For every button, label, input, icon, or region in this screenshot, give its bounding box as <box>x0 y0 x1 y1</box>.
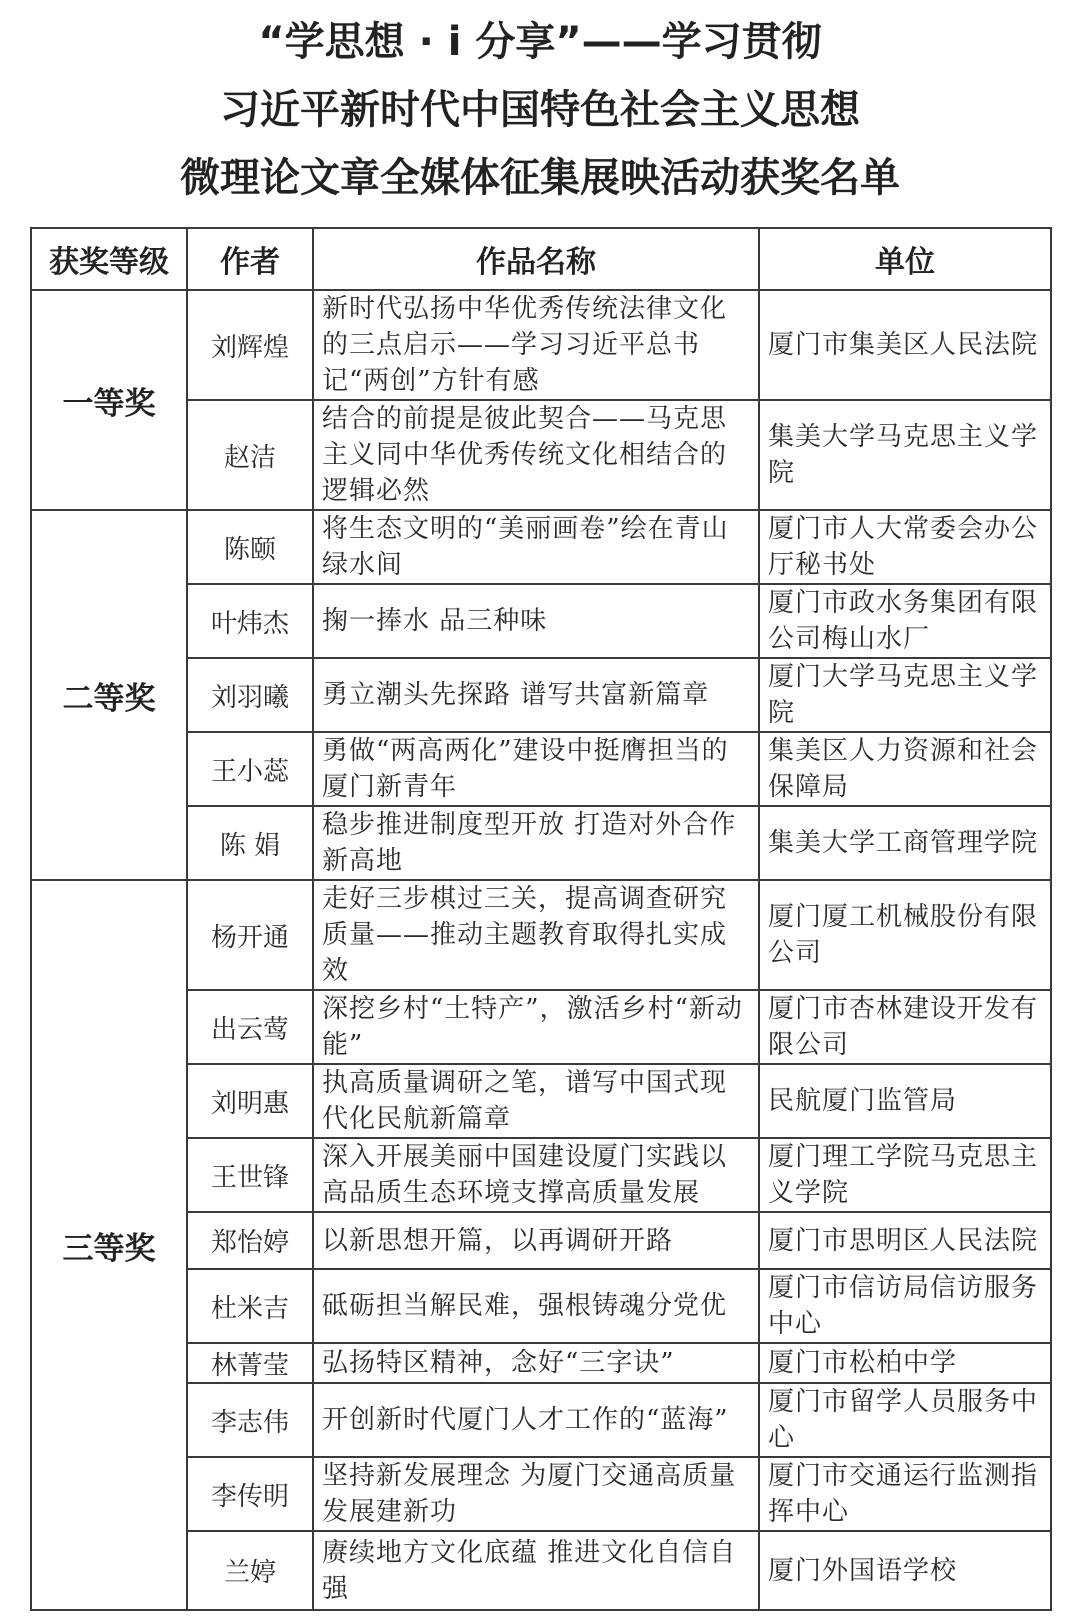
author-cell: 陈颐 <box>187 510 313 584</box>
unit-cell: 厦门市松柏中学 <box>759 1343 1051 1383</box>
unit-cell: 厦门厦工机械股份有限公司 <box>759 880 1051 990</box>
author-cell: 林菁莹 <box>187 1343 313 1383</box>
work-title-cell: 以新思想开篇，以再调研开路 <box>313 1212 759 1269</box>
unit-cell: 集美大学马克思主义学院 <box>759 400 1051 510</box>
author-cell: 刘明惠 <box>187 1064 313 1138</box>
author-cell: 刘羽曦 <box>187 658 313 732</box>
work-title-cell: 勇立潮头先探路 谱写共富新篇章 <box>313 658 759 732</box>
work-title-cell: 深挖乡村“土特产”，激活乡村“新动能” <box>313 990 759 1064</box>
header-unit: 单位 <box>759 228 1051 290</box>
unit-cell: 民航厦门监管局 <box>759 1064 1051 1138</box>
work-title-cell: 新时代弘扬中华优秀传统法律文化的三点启示——学习习近平总书记“两创”方针有感 <box>313 290 759 400</box>
unit-cell: 厦门市杏林建设开发有限公司 <box>759 990 1051 1064</box>
author-cell: 郑怡婷 <box>187 1212 313 1269</box>
award-level-first: 一等奖 <box>31 290 187 510</box>
header-author: 作者 <box>187 228 313 290</box>
work-title-cell: 赓续地方文化底蕴 推进文化自信自强 <box>313 1531 759 1610</box>
work-title-cell: 坚持新发展理念 为厦门交通高质量发展建新功 <box>313 1457 759 1531</box>
unit-cell: 厦门理工学院马克思主义学院 <box>759 1138 1051 1212</box>
work-title-cell: 走好三步棋过三关，提高调查研究质量——推动主题教育取得扎实成效 <box>313 880 759 990</box>
unit-cell: 厦门市信访局信访服务中心 <box>759 1269 1051 1343</box>
work-title-cell: 执高质量调研之笔，谱写中国式现代化民航新篇章 <box>313 1064 759 1138</box>
author-cell: 李传明 <box>187 1457 313 1531</box>
author-cell: 出云莺 <box>187 990 313 1064</box>
header-row <box>31 228 1051 290</box>
unit-cell: 厦门市思明区人民法院 <box>759 1212 1051 1269</box>
work-title-cell: 勇做“两高两化”建设中挺膺担当的厦门新青年 <box>313 732 759 806</box>
author-cell: 杜米吉 <box>187 1269 313 1343</box>
title-line-2: 习近平新时代中国特色社会主义思想 <box>220 87 860 133</box>
unit-cell: 集美大学工商管理学院 <box>759 806 1051 880</box>
work-title-cell: 结合的前提是彼此契合——马克思主义同中华优秀传统文化相结合的逻辑必然 <box>313 400 759 510</box>
header-work: 作品名称 <box>313 228 759 290</box>
title-line-1: “学思想 · i 分享”——学习贯彻 <box>258 19 822 65</box>
document-title <box>0 8 1080 212</box>
title-line-3: 微理论文章全媒体征集展映活动获奖名单 <box>180 155 900 201</box>
unit-cell: 厦门市集美区人民法院 <box>759 290 1051 400</box>
award-level-second: 二等奖 <box>31 510 187 880</box>
unit-cell: 厦门大学马克思主义学院 <box>759 658 1051 732</box>
unit-cell: 集美区人力资源和社会保障局 <box>759 732 1051 806</box>
award-table <box>30 227 1052 1611</box>
work-title-cell: 深入开展美丽中国建设厦门实践以高品质生态环境支撑高质量发展 <box>313 1138 759 1212</box>
author-cell: 兰婷 <box>187 1531 313 1610</box>
author-cell: 杨开通 <box>187 880 313 990</box>
author-cell: 李志伟 <box>187 1383 313 1457</box>
author-cell: 陈 娟 <box>187 806 313 880</box>
work-title-cell: 开创新时代厦门人才工作的“蓝海” <box>313 1383 759 1457</box>
unit-cell: 厦门外国语学校 <box>759 1531 1051 1610</box>
work-title-cell: 掬一捧水 品三种味 <box>313 584 759 658</box>
author-cell: 叶炜杰 <box>187 584 313 658</box>
work-title-cell: 砥砺担当解民难，强根铸魂分党优 <box>313 1269 759 1343</box>
author-cell: 赵洁 <box>187 400 313 510</box>
unit-cell: 厦门市人大常委会办公厅秘书处 <box>759 510 1051 584</box>
table-row <box>31 880 1051 990</box>
work-title-cell: 将生态文明的“美丽画卷”绘在青山绿水间 <box>313 510 759 584</box>
author-cell: 刘辉煌 <box>187 290 313 400</box>
unit-cell: 厦门市交通运行监测指挥中心 <box>759 1457 1051 1531</box>
table-row <box>31 290 1051 400</box>
work-title-cell: 弘扬特区精神，念好“三字诀” <box>313 1343 759 1383</box>
award-level-third: 三等奖 <box>31 880 187 1610</box>
work-title-cell: 稳步推进制度型开放 打造对外合作新高地 <box>313 806 759 880</box>
unit-cell: 厦门市政水务集团有限公司梅山水厂 <box>759 584 1051 658</box>
author-cell: 王世锋 <box>187 1138 313 1212</box>
table-row <box>31 510 1051 584</box>
unit-cell: 厦门市留学人员服务中心 <box>759 1383 1051 1457</box>
author-cell: 王小蕊 <box>187 732 313 806</box>
header-level: 获奖等级 <box>31 228 187 290</box>
